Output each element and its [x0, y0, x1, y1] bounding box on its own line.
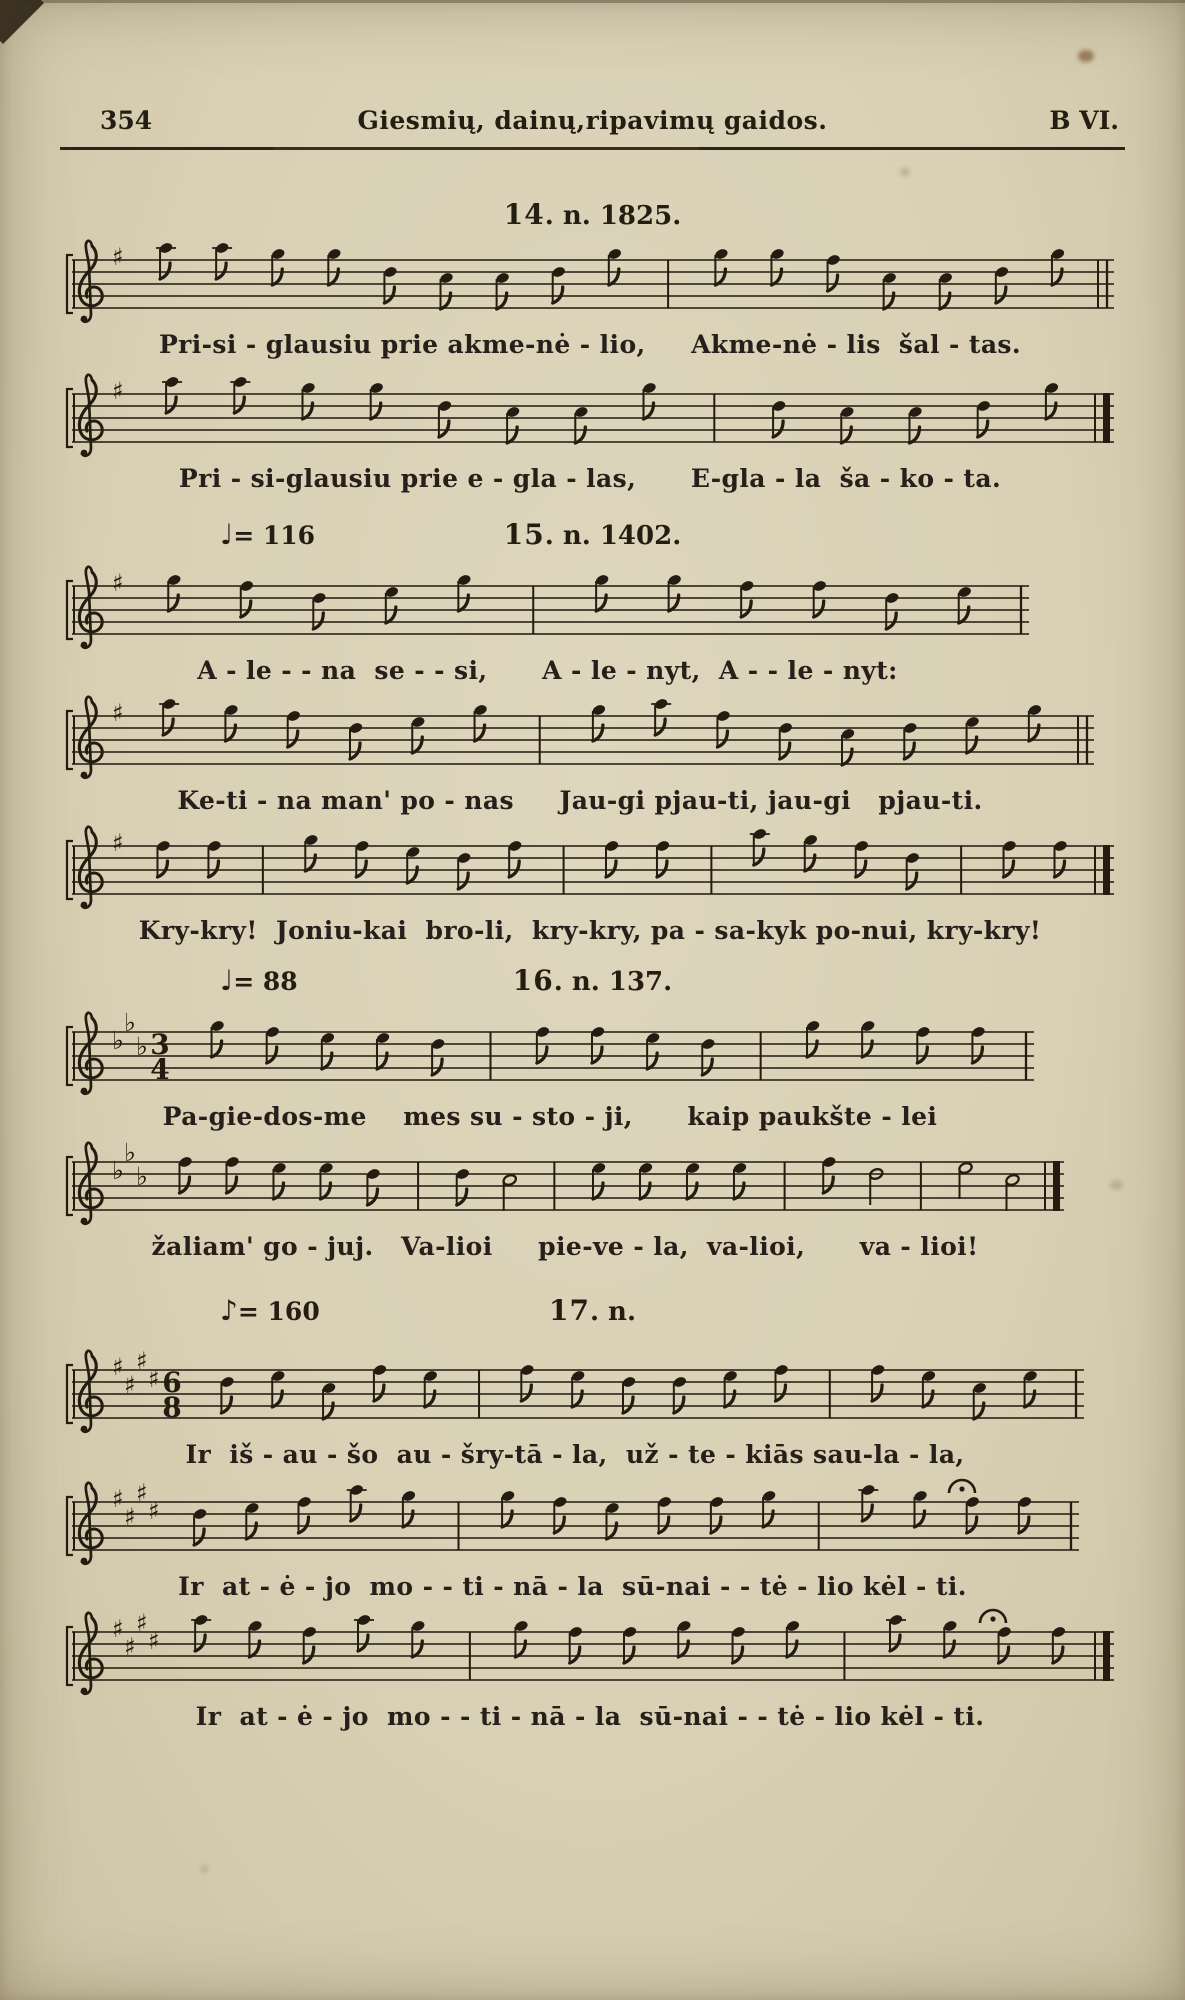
sharp-icon: ♯: [148, 1497, 160, 1525]
lyrics-line: Ir at - ė - jo mo - - ti - nā - la sū-nai - - tė - lio kėl - ti.: [178, 1572, 967, 1601]
note: [591, 703, 606, 741]
volume-label: B VI.: [1049, 106, 1119, 135]
song-number: 17: [548, 1294, 590, 1327]
note: [908, 405, 923, 443]
flat-icon: ♭: [124, 1138, 136, 1167]
song-title: [60, 198, 1125, 231]
note: [505, 405, 520, 443]
eighth-flag: [872, 1385, 882, 1401]
time-signature: 6: [162, 1366, 182, 1399]
sharp-icon: ♯: [148, 1627, 160, 1655]
note: [840, 405, 855, 443]
song-title: [60, 518, 1125, 551]
music-system: [60, 556, 1035, 685]
flat-icon: ♭: [124, 1008, 136, 1037]
eighth-flag: [814, 601, 824, 617]
music-system: [60, 1002, 1040, 1131]
note: [411, 1619, 426, 1657]
note: [248, 1619, 263, 1657]
lyrics-line: Ke-ti - na man' po - nas Jau-gi pjau-ti, jau-gi pjau-ti.: [177, 786, 983, 815]
note: [321, 1381, 336, 1419]
eighth-flag: [374, 1385, 384, 1401]
note: [972, 1381, 987, 1419]
eighth-flag: [299, 1517, 309, 1533]
final-barline: [1103, 393, 1110, 443]
tempo-value: = 116: [233, 521, 316, 550]
eighth-flag: [1055, 861, 1065, 877]
treble-clef-icon: [79, 375, 102, 457]
eighth-flag: [967, 1517, 977, 1533]
eighth-flag: [907, 873, 917, 889]
sharp-icon: ♯: [136, 1347, 148, 1375]
sharp-icon: ♯: [112, 243, 124, 271]
note: [271, 247, 286, 285]
eighth-flag: [313, 613, 323, 629]
eighth-flag: [996, 287, 1006, 303]
treble-clef-icon: [79, 1483, 102, 1565]
eighth-flag: [267, 1047, 277, 1063]
eighth-flag: [179, 1177, 189, 1193]
final-barline: [1103, 1631, 1110, 1681]
eighth-flag: [592, 1047, 602, 1063]
eighth-flag: [234, 397, 244, 413]
eighth-flag: [226, 1177, 236, 1193]
sharp-icon: ♯: [124, 1371, 136, 1399]
eighth-flag: [358, 1635, 368, 1651]
note: [677, 1619, 692, 1657]
eighth-flag: [890, 1635, 900, 1651]
treble-clef-icon: [79, 1013, 102, 1095]
eighth-flag: [208, 861, 218, 877]
note: [840, 727, 855, 765]
music-system: [60, 1340, 1090, 1469]
eighth-flag: [674, 1397, 684, 1413]
note: [943, 1619, 958, 1657]
running-title: Giesmių, dainų,ripavimų gaidos.: [357, 106, 828, 135]
note: [1005, 1173, 1020, 1211]
note: [607, 247, 622, 285]
eighth-flag: [741, 601, 751, 617]
note: [958, 1161, 973, 1199]
sharp-icon: ♯: [136, 1479, 148, 1507]
time-signature: 8: [162, 1391, 182, 1424]
eighth-flag: [862, 1505, 872, 1521]
note: [495, 271, 510, 309]
eighth-flag: [733, 1647, 743, 1663]
eighth-flag: [978, 421, 988, 437]
eighth-flag: [432, 1059, 442, 1075]
treble-clef-icon: [79, 1613, 102, 1695]
note: [271, 1369, 286, 1407]
eighth-flag: [367, 1189, 377, 1205]
sharp-icon: ♯: [112, 829, 124, 857]
eighth-flag: [702, 1059, 712, 1075]
tempo-value: = 88: [233, 967, 298, 996]
note: [685, 1161, 700, 1199]
note: [574, 405, 589, 443]
note: [401, 1489, 416, 1527]
fermata-icon: [949, 1480, 975, 1493]
note: [638, 1161, 653, 1199]
header-rule: [60, 147, 1125, 150]
note: [571, 1369, 586, 1407]
eighth-flag: [537, 1047, 547, 1063]
note: [167, 573, 182, 611]
eighth-flag: [886, 613, 896, 629]
note: [723, 1369, 738, 1407]
note: [803, 833, 818, 871]
note: [921, 1369, 936, 1407]
song-title-suffix: . n. 1825.: [544, 201, 682, 231]
final-barline: [1053, 1161, 1060, 1211]
eighth-flag: [780, 743, 790, 759]
eighth-flag: [157, 861, 167, 877]
tempo-value: = 160: [237, 1297, 320, 1326]
eighth-flag: [904, 743, 914, 759]
tempo-note-icon: ♩: [220, 518, 234, 551]
sharp-icon: ♯: [136, 1609, 148, 1637]
time-signature: 3: [150, 1028, 170, 1061]
music-system: [60, 1602, 1120, 1731]
eighth-flag: [241, 601, 251, 617]
eighth-flag: [304, 1647, 314, 1663]
eighth-flag: [917, 1047, 927, 1063]
note: [595, 573, 610, 611]
music-system: [60, 816, 1120, 945]
eighth-flag: [655, 719, 665, 735]
sharp-icon: ♯: [124, 1503, 136, 1531]
note: [210, 1019, 225, 1057]
note: [714, 247, 729, 285]
eighth-flag: [659, 1517, 669, 1533]
lyrics-line: Pri-si - glausiu prie akme-nė - lio, Akme-nė - lis šal - tas.: [158, 330, 1022, 359]
sharp-icon: ♯: [112, 377, 124, 405]
note: [439, 271, 454, 309]
eighth-flag: [458, 873, 468, 889]
flat-icon: ♭: [136, 1162, 148, 1191]
note: [245, 1501, 260, 1539]
treble-clef-icon: [79, 241, 102, 323]
music-system: [60, 1472, 1085, 1601]
treble-clef-icon: [79, 567, 102, 649]
song-title: [60, 1294, 1125, 1327]
eighth-flag: [163, 719, 173, 735]
eighth-flag: [221, 1397, 231, 1413]
eighth-flag: [1019, 1517, 1029, 1533]
note: [423, 1369, 438, 1407]
note: [882, 271, 897, 309]
eighth-flag: [160, 263, 170, 279]
note: [319, 1161, 334, 1199]
eighth-flag: [711, 1517, 721, 1533]
sharp-icon: ♯: [112, 1615, 124, 1643]
eighth-flag: [856, 861, 866, 877]
eighth-flag: [350, 743, 360, 759]
note: [406, 845, 421, 883]
note: [301, 381, 316, 419]
note: [411, 715, 426, 753]
music-system: [60, 1132, 1070, 1261]
eighth-flag: [554, 1517, 564, 1533]
note: [957, 585, 972, 623]
eighth-flag: [1053, 1647, 1063, 1663]
eighth-flag: [521, 1385, 531, 1401]
eighth-flag: [384, 287, 394, 303]
note: [1027, 703, 1042, 741]
note: [514, 1619, 529, 1657]
lyrics-line: Ir at - ė - jo mo - - ti - nā - la sū-nai - - tė - lio kėl - ti.: [195, 1702, 985, 1731]
note: [642, 381, 657, 419]
song-number: 15: [503, 518, 545, 551]
sharp-icon: ♯: [124, 1633, 136, 1661]
sharp-icon: ♯: [112, 1353, 124, 1381]
note: [473, 703, 488, 741]
song-title-suffix: . n. 137.: [553, 967, 673, 997]
sharp-icon: ♯: [112, 1485, 124, 1513]
lyrics-line: A - le - - na se - - si, A - le - nyt, A - - le - nyt:: [197, 656, 898, 685]
eighth-flag: [216, 263, 226, 279]
eighth-flag: [553, 287, 563, 303]
eighth-flag: [195, 1635, 205, 1651]
note: [375, 1031, 390, 1069]
note: [605, 1501, 620, 1539]
note: [761, 1489, 776, 1527]
note: [502, 1173, 517, 1211]
sharp-icon: ♯: [112, 699, 124, 727]
note: [224, 703, 239, 741]
eighth-flag: [356, 861, 366, 877]
eighth-flag: [823, 1177, 833, 1193]
final-barline: [1103, 845, 1110, 895]
sharp-icon: ♯: [148, 1365, 160, 1393]
eighth-flag: [1004, 861, 1014, 877]
sharp-icon: ♯: [112, 569, 124, 597]
song-heading: [60, 518, 1125, 558]
note: [1044, 381, 1059, 419]
lyrics-line: Pa-gie-dos-me mes su - sto - ji, kaip paukšte - lei: [162, 1102, 938, 1131]
song-title: [60, 964, 1125, 997]
song-heading: [60, 1294, 1125, 1334]
eighth-flag: [776, 1385, 786, 1401]
note: [500, 1489, 515, 1527]
eighth-flag: [166, 397, 176, 413]
note: [369, 381, 384, 419]
song-heading: [60, 964, 1125, 1004]
eighth-flag: [457, 1189, 467, 1205]
treble-clef-icon: [79, 697, 102, 779]
page-content: [60, 0, 1125, 2000]
tempo-note-icon: ♩: [220, 964, 234, 997]
note: [384, 585, 399, 623]
note: [1050, 247, 1065, 285]
music-system: [60, 230, 1120, 359]
eighth-flag: [972, 1047, 982, 1063]
eighth-flag: [194, 1529, 204, 1545]
page-corner-shadow: [0, 0, 44, 44]
note: [1023, 1369, 1038, 1407]
song-title-suffix: . n.: [589, 1297, 637, 1327]
treble-clef-icon: [79, 1143, 102, 1225]
note: [304, 833, 319, 871]
eighth-flag: [509, 861, 519, 877]
note: [272, 1161, 287, 1199]
note: [805, 1019, 820, 1057]
lyrics-line: Kry-kry! Joniu-kai bro-li, kry-kry, pa - sa-kyk po-nui, kry-kry!: [138, 916, 1042, 945]
music-system: [60, 686, 1100, 815]
lyrics-line: žaliam' go - juj. Va-lioi pie-ve - la, va-lioi, va - lioi!: [151, 1232, 979, 1261]
music-system: [60, 364, 1120, 493]
eighth-flag: [754, 849, 764, 865]
note: [965, 715, 980, 753]
eighth-flag: [624, 1647, 634, 1663]
page-number: 354: [100, 106, 153, 135]
eighth-flag: [828, 275, 838, 291]
lyrics-line: Pri - si-glausiu prie e - gla - las, E-gla - la ša - ko - ta.: [178, 464, 1002, 493]
song-number: 16: [512, 964, 554, 997]
note: [457, 573, 472, 611]
eighth-flag: [439, 421, 449, 437]
eighth-flag: [999, 1647, 1009, 1663]
tempo-note-icon: ♪: [220, 1294, 238, 1327]
eighth-flag: [288, 731, 298, 747]
eighth-flag: [606, 861, 616, 877]
treble-clef-icon: [79, 827, 102, 909]
fermata-icon: [980, 1610, 1006, 1623]
note: [770, 247, 785, 285]
eighth-flag: [570, 1647, 580, 1663]
note: [646, 1031, 661, 1069]
eighth-flag: [657, 861, 667, 877]
song-title-suffix: . n. 1402.: [544, 521, 682, 551]
treble-clef-icon: [79, 1351, 102, 1433]
flat-icon: ♭: [112, 1156, 124, 1185]
lyrics-line: Ir iš - au - šo au - šry-tā - la, už - te - kiās sau-la - la,: [185, 1440, 965, 1469]
note: [861, 1019, 876, 1057]
eighth-flag: [717, 731, 727, 747]
note: [327, 247, 342, 285]
eighth-flag: [773, 421, 783, 437]
flat-icon: ♭: [112, 1026, 124, 1055]
note: [667, 573, 682, 611]
note: [591, 1161, 606, 1199]
note: [938, 271, 953, 309]
note: [320, 1031, 335, 1069]
flat-icon: ♭: [136, 1032, 148, 1061]
time-signature: 4: [150, 1053, 170, 1086]
note: [785, 1619, 800, 1657]
note: [732, 1161, 747, 1199]
song-number: 14: [503, 198, 545, 231]
eighth-flag: [623, 1397, 633, 1413]
page-header: [60, 104, 1125, 142]
eighth-flag: [351, 1505, 361, 1521]
note: [913, 1489, 928, 1527]
